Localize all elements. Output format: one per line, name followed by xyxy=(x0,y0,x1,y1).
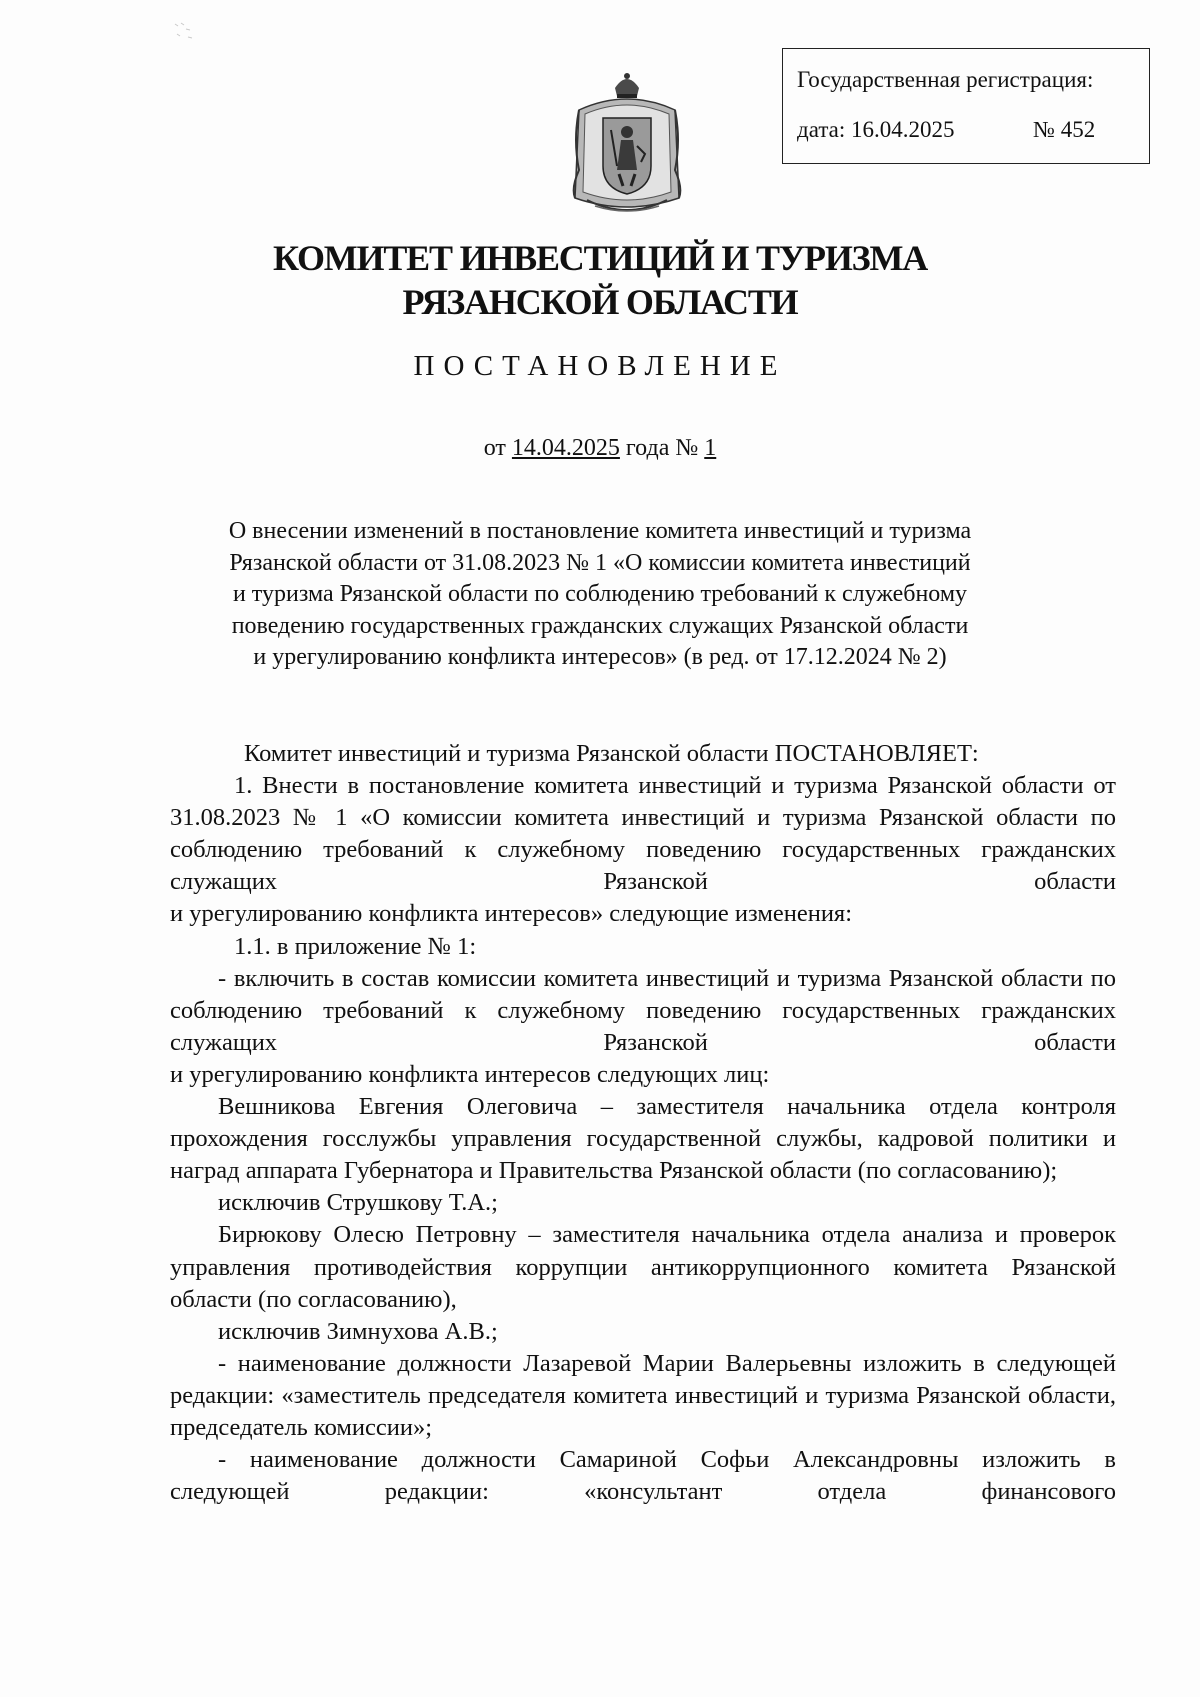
body-paragraph: исключив Струшкову Т.А.; xyxy=(218,1189,498,1217)
body-paragraph: и урегулированию конфликта интересов» следующие изменения: xyxy=(170,900,853,928)
registration-stamp xyxy=(782,48,1150,164)
document-date-line xyxy=(0,432,1200,464)
scan-artifact xyxy=(172,20,196,42)
subject-line: и туризма Рязанской области по соблюдению требований к служебному xyxy=(232,581,968,607)
subject-line: О внесении изменений в постановление комитета инвестиций и туризма xyxy=(228,518,972,544)
document-number: 1 xyxy=(704,435,717,461)
body-paragraph: - включить в состав комиссии комитета инвестиций и туризма Рязанской области по соблюдению требований к служебному поведению государственных гражданских служащих Рязанской области xyxy=(170,964,1116,1056)
subject-line: Рязанской области от 31.08.2023 № 1 «О комиссии комитета инвестиций xyxy=(229,549,971,576)
body-paragraph: Комитет инвестиций и туризма Рязанской области ПОСТАНОВЛЯЕТ: xyxy=(244,740,979,767)
subject-line: и урегулированию конфликта интересов» (в ред. от 17.12.2024 № 2) xyxy=(253,644,947,670)
subject-line: поведению государственных гражданских служащих Рязанской области xyxy=(231,612,969,639)
organization-name-line1: КОМИТЕТ ИНВЕСТИЦИЙ И ТУРИЗМА xyxy=(272,238,928,278)
document-date: 14.04.2025 xyxy=(511,435,620,461)
body-paragraph: Бирюкову Олесю Петровну – заместителя начальника отдела анализа и проверок управления противодействия коррупции антикоррупционного комитета Рязанской области (по согласованию), xyxy=(170,1221,1116,1313)
document-subject xyxy=(150,516,1050,674)
document-type: ПОСТАНОВЛЕНИЕ xyxy=(413,350,787,382)
date-middle: года № xyxy=(625,435,699,461)
body-paragraph: и урегулированию конфликта интересов следующих лиц: xyxy=(170,1060,770,1088)
coat-of-arms-icon xyxy=(565,70,689,218)
organization-name-line2: РЯЗАНСКОЙ ОБЛАСТИ xyxy=(402,282,798,322)
body-paragraph: - наименование должности Лазаревой Марии Валерьевны изложить в следующей редакции: «заместитель председателя комитета инвестиций и туризма Рязанской области, председатель комиссии»; xyxy=(170,1349,1116,1441)
date-prefix: от xyxy=(483,435,506,461)
registration-date: дата: 16.04.2025 xyxy=(797,117,955,142)
document-body xyxy=(170,738,1116,1508)
registration-number: № 452 xyxy=(1033,117,1096,142)
body-paragraph: Вешникова Евгения Олеговича – заместителя начальника отдела контроля прохождения госслужбы управления государственной службы, кадровой политики и наград аппарата Губернатора и Правительства Рязанской области (по согласованию); xyxy=(170,1093,1116,1185)
body-paragraph: 1.1. в приложение № 1: xyxy=(234,932,477,960)
body-paragraph: - наименование должности Самариной Софьи Александровны изложить в следующей редакции: «консультант отдела финансового xyxy=(170,1446,1116,1506)
body-paragraph: исключив Зимнухова А.В.; xyxy=(218,1317,498,1345)
body-paragraph: 1. Внести в постановление комитета инвестиций и туризма Рязанской области от 31.08.2023 № 1 «О комиссии комитета инвестиций и туризма Рязанской области по соблюдению требований к служебному поведению государственных гражданских служащих Рязанской области xyxy=(170,772,1116,896)
registration-title: Государственная регистрация: xyxy=(797,67,1094,92)
